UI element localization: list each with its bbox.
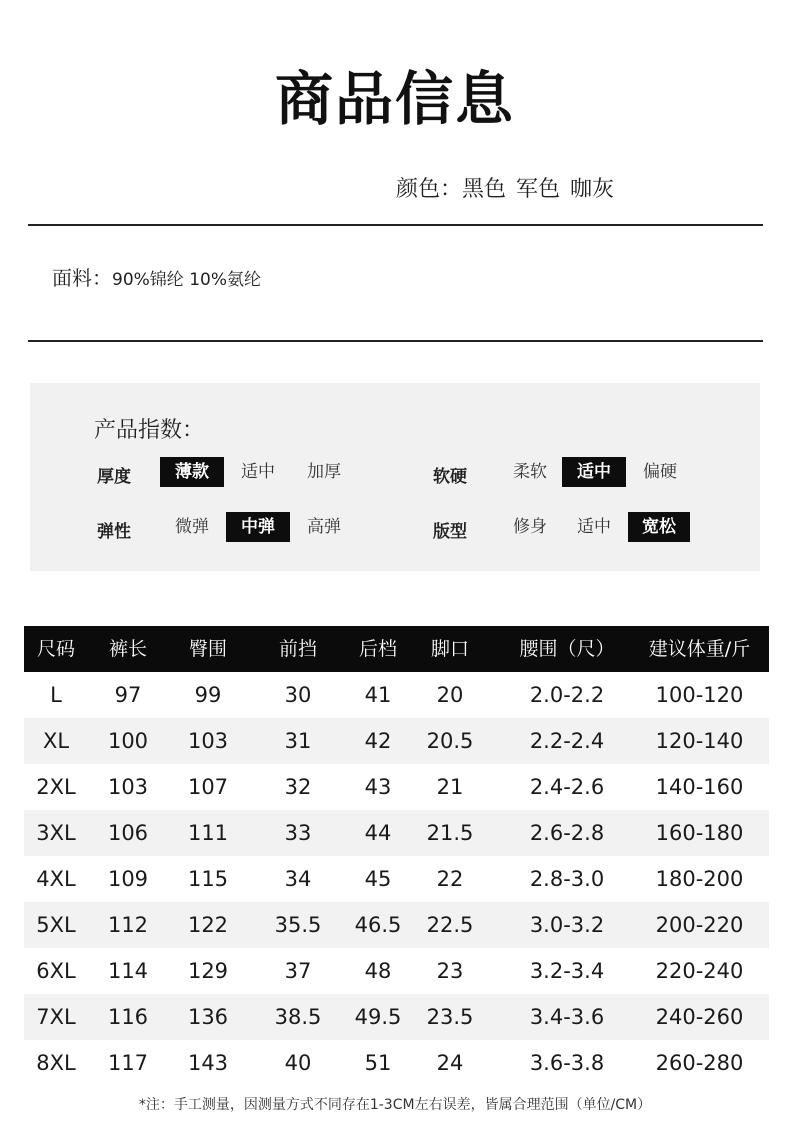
- cell-waist: 3.6-3.8: [529, 1051, 605, 1075]
- cell-size: 2XL: [36, 775, 76, 799]
- cell-leg-opening: 20.5: [426, 729, 474, 753]
- cell-waist: 2.6-2.8: [529, 821, 605, 845]
- cell-length: 114: [107, 959, 149, 983]
- color-info: [396, 172, 624, 203]
- cell-front-rise: 35.5: [274, 913, 322, 937]
- cell-length: 97: [114, 683, 142, 707]
- cell-leg-opening: 22: [436, 867, 464, 891]
- elasticity-option-medium: 中弹: [226, 512, 290, 542]
- table-row: [24, 718, 769, 764]
- cell-size: XL: [42, 729, 70, 753]
- color-option: 军色: [516, 177, 561, 202]
- table-row: [24, 994, 769, 1040]
- cell-front-rise: 38.5: [274, 1005, 322, 1029]
- cell-weight: 180-200: [655, 867, 744, 891]
- cell-weight: 200-220: [655, 913, 744, 937]
- page-title: 商品信息: [274, 65, 515, 133]
- cell-leg-opening: 23: [436, 959, 464, 983]
- cell-hip: 143: [187, 1051, 229, 1075]
- header-hip: 臀围: [188, 638, 227, 660]
- header-back-rise: 后档: [358, 638, 397, 660]
- panel-title: 产品指数：: [94, 418, 205, 443]
- cell-waist: 2.2-2.4: [529, 729, 605, 753]
- cell-weight: 220-240: [655, 959, 744, 983]
- cell-size: 5XL: [36, 913, 76, 937]
- cell-back-rise: 49.5: [354, 1005, 402, 1029]
- cell-length: 109: [107, 867, 149, 891]
- cell-hip: 129: [187, 959, 229, 983]
- fit-option-slim: 修身: [513, 517, 547, 537]
- cell-size: 8XL: [36, 1051, 76, 1075]
- table-row: [24, 948, 769, 994]
- attr-fit-label: 版型: [433, 522, 467, 542]
- attr-softness-label: 软硬: [433, 467, 467, 487]
- cell-length: 106: [107, 821, 149, 845]
- cell-size: 6XL: [36, 959, 76, 983]
- size-table: [24, 626, 769, 1086]
- cell-hip: 115: [187, 867, 229, 891]
- softness-option-hard: 偏硬: [643, 462, 677, 482]
- cell-hip: 122: [187, 913, 229, 937]
- cell-hip: 103: [187, 729, 229, 753]
- thickness-option-medium: 适中: [241, 462, 275, 482]
- cell-back-rise: 51: [364, 1051, 392, 1075]
- cell-size: 4XL: [36, 867, 76, 891]
- cell-length: 100: [107, 729, 149, 753]
- cell-weight: 140-160: [655, 775, 744, 799]
- fabric-label: 面料：: [52, 266, 112, 290]
- cell-leg-opening: 21.5: [426, 821, 474, 845]
- thickness-option-thin: 薄款: [160, 457, 224, 487]
- cell-back-rise: 46.5: [354, 913, 402, 937]
- divider: [28, 340, 763, 342]
- table-row: [24, 856, 769, 902]
- fabric-info: [52, 262, 261, 291]
- size-table-body: [24, 672, 769, 1086]
- cell-weight: 240-260: [655, 1005, 744, 1029]
- cell-back-rise: 41: [364, 683, 392, 707]
- color-label: 颜色：: [396, 177, 463, 202]
- cell-leg-opening: 22.5: [426, 913, 474, 937]
- cell-back-rise: 45: [364, 867, 392, 891]
- cell-leg-opening: 21: [436, 775, 464, 799]
- header-front-rise: 前挡: [278, 638, 317, 660]
- cell-front-rise: 30: [284, 683, 312, 707]
- cell-waist: 3.2-3.4: [529, 959, 605, 983]
- measurement-note: *注：手工测量，因测量方式不同存在1-3CM左右误差，皆属合理范围（单位/CM）: [138, 1097, 652, 1113]
- cell-back-rise: 43: [364, 775, 392, 799]
- thickness-option-thick: 加厚: [307, 462, 341, 482]
- cell-weight: 160-180: [655, 821, 744, 845]
- cell-size: 3XL: [36, 821, 76, 845]
- attr-thickness-label: 厚度: [97, 467, 131, 487]
- cell-waist: 2.0-2.2: [529, 683, 605, 707]
- cell-leg-opening: 20: [436, 683, 464, 707]
- divider: [28, 224, 763, 226]
- color-option: 黑色: [462, 177, 507, 202]
- header-length: 裤长: [108, 638, 147, 660]
- cell-hip: 111: [187, 821, 229, 845]
- header-leg-opening: 脚口: [430, 638, 469, 660]
- product-index-panel: [30, 383, 760, 571]
- cell-leg-opening: 24: [436, 1051, 464, 1075]
- header-size: 尺码: [36, 638, 75, 660]
- cell-front-rise: 34: [284, 867, 312, 891]
- attr-elasticity-label: 弹性: [97, 522, 131, 542]
- cell-front-rise: 31: [284, 729, 312, 753]
- table-row: [24, 1040, 769, 1086]
- fit-option-regular: 适中: [577, 517, 611, 537]
- cell-front-rise: 32: [284, 775, 312, 799]
- cell-leg-opening: 23.5: [426, 1005, 474, 1029]
- cell-size: 7XL: [36, 1005, 76, 1029]
- cell-weight: 100-120: [655, 683, 744, 707]
- cell-waist: 2.8-3.0: [529, 867, 605, 891]
- cell-weight: 120-140: [655, 729, 744, 753]
- cell-hip: 107: [187, 775, 229, 799]
- cell-hip: 136: [187, 1005, 229, 1029]
- cell-back-rise: 48: [364, 959, 392, 983]
- cell-size: L: [50, 683, 62, 707]
- cell-hip: 99: [194, 683, 222, 707]
- fabric-value: 90%锦纶 10%氨纶: [112, 270, 261, 290]
- header-weight: 建议体重/斤: [648, 638, 751, 660]
- table-row: [24, 902, 769, 948]
- fit-option-loose: 宽松: [628, 512, 690, 542]
- cell-length: 117: [107, 1051, 149, 1075]
- elasticity-option-slight: 微弹: [175, 517, 209, 537]
- cell-front-rise: 40: [284, 1051, 312, 1075]
- header-waist: 腰围（尺）: [519, 638, 615, 660]
- size-table-header: [24, 626, 769, 672]
- cell-back-rise: 42: [364, 729, 392, 753]
- cell-back-rise: 44: [364, 821, 392, 845]
- cell-front-rise: 33: [284, 821, 312, 845]
- color-option: 咖灰: [570, 177, 615, 202]
- cell-length: 103: [107, 775, 149, 799]
- cell-waist: 3.0-3.2: [529, 913, 605, 937]
- table-row: [24, 810, 769, 856]
- softness-option-medium: 适中: [562, 457, 626, 487]
- cell-front-rise: 37: [284, 959, 312, 983]
- table-row: [24, 764, 769, 810]
- cell-weight: 260-280: [655, 1051, 744, 1075]
- cell-waist: 2.4-2.6: [529, 775, 605, 799]
- cell-length: 116: [107, 1005, 149, 1029]
- softness-option-soft: 柔软: [513, 462, 547, 482]
- cell-waist: 3.4-3.6: [529, 1005, 605, 1029]
- elasticity-option-high: 高弹: [307, 517, 341, 537]
- cell-length: 112: [107, 913, 149, 937]
- table-row: [24, 672, 769, 718]
